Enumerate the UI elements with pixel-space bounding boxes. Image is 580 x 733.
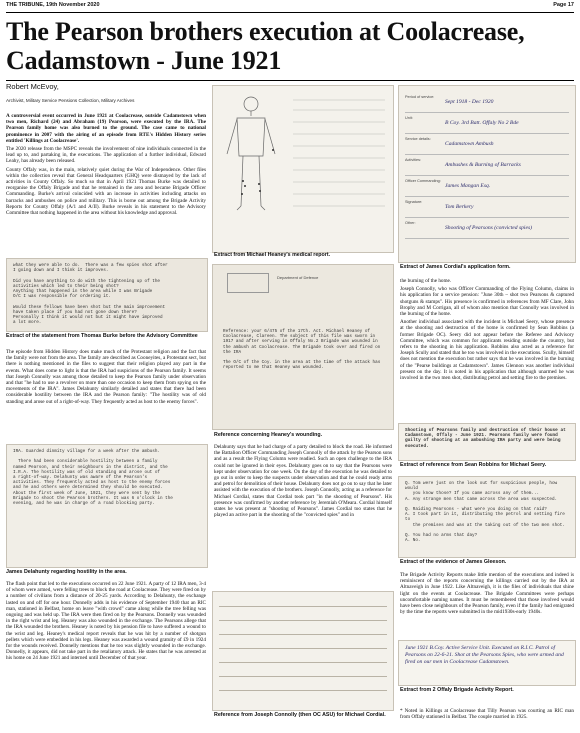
paragraph: The 2020 release from the MSPC reveals the involvement of nine individuals connected in the lead up to, and partaking in, the executions. The application of a further individual, Edward Leahy, has already been released. xyxy=(6,146,206,165)
cordial-form-rows xyxy=(399,86,575,245)
form-row-label: Activities: xyxy=(405,158,422,162)
heaney-medical-report-image xyxy=(212,85,394,253)
paragraph: Another individual associated with the incident is Michael Seery, whose presence at the shooting and destruction of the home is confirmed by Sean Robbins (a former Brigade OC). Seery did not appear before the Referee and Advisory Committee, which was common for applicants residing outside the country, but refers to the shooting in his application. Robbins also acted as a reference for Joseph Scully and stated that he too was involved in the executions. Scully, himself does not mention the execution but rather says that he was involved in the burning of the "Pearse buildings at Cadamstown". James Glennon was another individual present on the day. It is noted in his application that although unarmed he was involved in the two men shot, distributing petrol and setting fire to the premises. xyxy=(400,319,574,382)
form-row xyxy=(405,134,569,155)
caption-heaney: Extract from Michael Heaney's medical report. xyxy=(214,252,331,258)
connolly-reference-image xyxy=(212,591,394,711)
cordial-application-image xyxy=(398,85,576,263)
form-row-value: B Coy. 3rd Batt. Offaly No 2 Bde xyxy=(445,120,519,126)
caption-robbins: Extract of reference from Sean Robbins for Michael Seery. xyxy=(400,462,547,468)
column-1-middle xyxy=(6,349,206,407)
robbins-reference-image xyxy=(398,423,576,461)
paragraph: Joseph Connolly, who was Officer Commanding of the Flying Column, claims in his application for a service pension: "June 30th – shot two Pearsons & captured shotguns & stamps". His presence is confirmed in references from MF Clare, John Brophy and M Corrigan, all of whom also mention that Connolly was involved in the burning of the home. xyxy=(400,286,574,318)
paragraph: The episode from Hidden History does make much of the Protestant religion and the fact that the family were not from the area. The family are described as Cooneyites, a Protestant sect, but there is nothing mentioned in the files to suggest that their religion played any part in the events. What does come to light is that the IRA had suspicions of the Pearson family. It seems that Joseph Connolly was among those detailed to keep the Pearson family under observation and that "he had to use a revolver on more than one occasion to keep them from spying on the movements of the IRA". James Delahunty similarly detailed and states that there had been considerable hostility between the IRA and the Pearson family: "The hostility was of old standing and arose out of a right-of-way. They frequently acted as host to the enemy forces". xyxy=(6,349,206,405)
article-title: The Pearson brothers execution at Coolacrease, Cadamstown - June 1921 xyxy=(6,17,525,75)
title-rule xyxy=(6,80,574,81)
letter-text: Reference: your 6/475 of the 17th. Act. Michael Heaney of Coolacrease, Clareen. The subject of this file was sworn in 1917 and after serving in Offaly No.2 Brigade was wounded in the ambush at Coolacrease. The Brigade took over and fired on the IRA The O/C of the Coy. in the area at the time of the attack has reported to me that Heaney was wounded. xyxy=(223,329,381,371)
paragraph: The Brigade Activity Reports make little mention of the executions and indeed is reminiscent of the reports concerning the killings carried out by the IRA at Altnaveigh in June 1922. Like Altnaveigh, it is the files of individuals that shine light on the events at Coolacrease. The Brigade Committees were perhaps uncomfortable naming names. It must be remembered that those involved would have been close neighbours of the Pearson family, even if the family had emigrated by the time the reports were submitted in the mid1930s-early 1940s. xyxy=(400,572,574,616)
form-row xyxy=(405,197,569,218)
form-row xyxy=(405,113,569,134)
paragraph: County Offaly was, in the main, relatively quiet during the War of Independence. Other files within the collection reveal that General Headquarters (GHQ) were dismayed by the lack of activities in County Offaly. So much so that in April 1921 Thomas Burke was detailed to reorganise the Offaly Brigade and that he remained in the area and became Brigade Officer Commanding. Burke's arrival coincided with an increase in activities including attacks on barracks and ambushes on police and military. This is borne out among the Brigade Activity Reports for County Offaly (A/1 and A/II). Burke reveals in his statement to the Advisory Committee that nothing happened in the area without his knowledge and approval. xyxy=(6,166,206,217)
form-row xyxy=(405,176,569,197)
footnote: * Noted in Killings at Coolacrease that Tilly Pearson was courting an RIC man from Offaly stationed in Belfast. The couple married in 1925. xyxy=(400,708,574,721)
caption-connolly: Reference from Joseph Connolly (then OC ASU) for Michael Cordial. xyxy=(214,712,386,718)
robbins-reference-text: Shooting of Pearsons family and destruction of their house at Cadamstown, Offaly - June 1921. Pearsons family were found guilty of shooting at an ambushing IRA party and were being executed. xyxy=(405,428,569,449)
caption-cordial: Extract of James Cordial's application form. xyxy=(400,264,511,270)
form-row-value: Tom Berkery xyxy=(445,204,474,210)
brigade-report-text: June 1921 B.Coy. Active Service Unit. Executed on R.I.C. Patrol of Pearsons on 22-6-21. Shot at the Pearsons Spies, who were armed and fired on our men in Coolacrease Cadamstown. xyxy=(405,645,564,665)
form-row-label: Other: xyxy=(405,221,416,225)
column-1-bottom xyxy=(6,581,206,664)
form-row-value: Shooting of Pearsons (convicted spies) xyxy=(445,225,532,231)
header-right: Page 17 xyxy=(553,2,574,8)
glennon-evidence-image xyxy=(398,476,576,558)
delahunty-statement-text: IRA. Guarded dinmity village for a week after the ambush. There had been considerable hostility between a family named Pearson, and their neighbours in the district, and the I.R.A. The hostility was of old standing and arose out of a right-of-way. Delahunty was aware of the Pearson's activities. They frequently acted as host to the enemy forces and he and others were determined they should be executed. About the first week of June, 1921, they were sent by the Brigade to shoot the Pearson brothers. It was 6 o'clock in the evening, and he was in charge of a road blocking party. xyxy=(13,449,173,507)
form-row xyxy=(405,155,569,176)
burke-statement-text: what they were able to do. There was a few spies shot after I going down and I think it improves. Did you have anything to do with the tightening up of the activities which led to their being shot? Anything that happened in the area while I was Brigade O/C I was responsible for ordering it. Would these fellows have been shot but the main improvement have taken place if you had not gone down there? Personally I think it would not but it might have improved a lot more. xyxy=(13,263,168,326)
byline: Robert McEvoy, xyxy=(6,82,59,91)
form-row-value: Ambushes & Burning of Barracks xyxy=(445,162,521,168)
form-row-value: Cadamstown Ambush xyxy=(445,141,494,147)
column-3-bottom xyxy=(400,572,574,617)
paragraph: Delahunty says that he had charge of a party detailed to block the road. He informed the Battalion Officer Commanding Joseph Connolly of the attack by the Pearson sons and as a result the Flying Column were readied. Such an open challenge to the IRA could not be ignored in their eyes. Delahunty goes on to say that the Pearsons were kept under observation for one week. On the day of the execution he was detailed to go out in order to keep the suspects under observation and that he could ready arms and petrol for demolition of their house. Delahunty does not go on to say that he later assisted with the execution of the brothers. Joseph Connolly, acting as a reference for Michael Cordial, states that Cordial took part "in the shooting of Pearsons". His presence was confirmed by another reference by Jeremiah O'Meara. Cordial himself states he was present at "shooting of Pearsons". James Cordial too states that he played an active part in the shooting of the "convicted spies" and in xyxy=(214,444,392,519)
form-row-label: Service details: xyxy=(405,137,431,141)
burke-statement-image xyxy=(6,258,208,332)
stamp-icon xyxy=(227,273,269,293)
caption-delahunty: James Delahunty regarding hostility in the area. xyxy=(6,569,127,575)
letterhead: Department of Defence xyxy=(277,275,319,280)
caption-glennon: Extract of the evidence of James Gleeson. xyxy=(400,559,507,565)
column-1-intro xyxy=(6,113,206,218)
caption-letter: Reference concerning Heaney's wounding. xyxy=(214,432,323,438)
form-row-value: James Mangan Esq. xyxy=(445,183,491,189)
header-rule xyxy=(6,12,574,13)
caption-burke: Extract of the statement from Thomas Burke before the Advisory Committee xyxy=(6,333,198,339)
lead-paragraph: A controversial event occurred in June 1921 at Coolacrease, outside Cadamstown when two men, Richard (24) and Abraham (19) Pearson, were executed by the IRA. The Pearson family home was also burned to the ground. The case came to national prominence in 2007 with the airing of an episode from RTE's Hidden History series entitled 'Killings at Coolacrease'. xyxy=(6,113,206,144)
paragraph: The flash point that led to the executions occurred on 22 June 1921. A party of 12 IRA men, 3-4 of whom were armed, were felling trees to block the road at Coolacrease. They were fired on by a number of civilians from a distance of 20-25 yards. According to Delahunty, the exchange lasted on and off for one hour. Donnelly adds in his evidence of September 1940 that an RIC man, stationed in Belfast, home on leave "with crowd" came along while the tree felling was ongoing and was held up. The IRA were then fired on by the Pearsons. Donnelly was wounded in the right wrist and leg. Heaney was also wounded in the exchange. The Pearsons allege that the IRA wounded the brothers. Heaney is noted by his pension file to have suffered a wound to the wrist and leg. Heaney's medical report reveals that he was hit by a number of shotgun pellets which were embedded in his legs. Heaney was awarded a wound gratuity of £9 in 1924 for the wounds received. Donnelly mentions that he too was slightly wounded in the exchange. Donnelly, it appears, did not take part in the retaliatory attack. He states that he was arrested at his home on 24 June 1921 and interned until December of that year. xyxy=(6,581,206,662)
column-2-text xyxy=(214,444,392,520)
body-diagram-icon xyxy=(213,86,393,252)
form-row xyxy=(405,92,569,113)
column-3-text xyxy=(400,278,574,383)
form-row xyxy=(405,218,569,239)
header-left: THE TRIBUNE, 19th November 2020 xyxy=(6,2,100,8)
form-row-value: Sept 1918 - Dec 1920 xyxy=(445,99,494,105)
caption-brigade: Extract from 2 Offaly Brigade Activity Report. xyxy=(400,687,514,693)
form-row-label: Period of service: xyxy=(405,95,435,99)
glennon-evidence-text: Q. Tom were just on the look out for suspicious people, how would you know those? If you came across any of them... A. Any strange men that came across the area was suspected. Q. Raiding Pearsons - what were you doing on that raid? A. I took part in it, distributing the petrol and setting fire to the premises and was at the taking out of the two men shot. Q. You had no arms that day? A. No. xyxy=(405,481,565,544)
affiliation: Archivist, Military Service Pensions Collection, Military Archives xyxy=(6,98,135,103)
form-row-label: Unit: xyxy=(405,116,413,120)
brigade-report-image xyxy=(398,640,576,686)
form-row-label: Signature: xyxy=(405,200,423,204)
heaney-reference-letter-image xyxy=(212,264,394,430)
delahunty-statement-image xyxy=(6,444,208,568)
form-row-label: Officer Commanding: xyxy=(405,179,441,183)
paragraph: the burning of the home. xyxy=(400,278,452,284)
